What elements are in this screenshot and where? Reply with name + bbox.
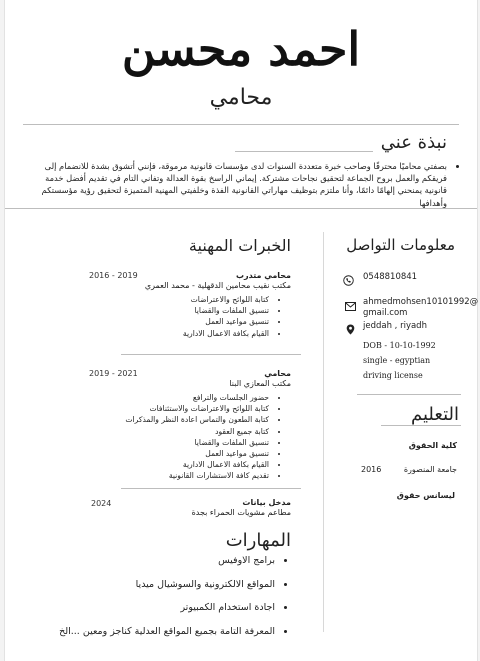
divider bbox=[121, 354, 301, 355]
email-icon bbox=[345, 296, 355, 306]
duty-item: • تنسيق مواعيد العمل bbox=[51, 448, 269, 459]
candidate-name: احمد محسن bbox=[121, 22, 361, 76]
location: jeddah , riyadh bbox=[363, 321, 427, 331]
personal-info bbox=[363, 338, 436, 383]
job-org: مكتب نقيب محامين الدقهلية - محمد العمري bbox=[144, 281, 291, 290]
duty-item: • كتابة اللوائح والاعتراضات والاستئنافات bbox=[51, 403, 269, 414]
duty-item: • تقديم كافة الاستشارات القانونية bbox=[51, 470, 269, 481]
email-line-2: gmail.com bbox=[363, 308, 408, 318]
job-duties bbox=[81, 294, 291, 339]
about-text: • بصفتي محاميًا محترفًا وصاحب خبرة متعددة السنوات لدى مؤسسات قانونية مرموقة، فإنني أتشوق بشدة للانضمام إلى فريقكم والعمل بروح الجماعة لتحقيق نجاحات مشتركة. إيماني الراسخ بقوة العدالة وتفاني التام في تقديم أفضل خدمة قانونية يمنحني إلهامًا دائمًا، وأنا ملتزم بتوظيف مهاراتي القانونية الفذة وخلفيتي المهنية المتميزة لتحقيق رؤية مؤسستكم وأهدافها bbox=[27, 160, 447, 209]
job-dates: 2024 bbox=[91, 499, 112, 508]
resume-page bbox=[4, 0, 478, 661]
job-dates: 2019 - 2021 bbox=[89, 369, 138, 378]
divider bbox=[5, 208, 477, 209]
job-2 bbox=[51, 369, 291, 482]
divider bbox=[121, 488, 301, 489]
email-address bbox=[363, 297, 478, 319]
job-1 bbox=[81, 271, 291, 339]
about-underline bbox=[235, 151, 373, 152]
degree: ليسانس حقوق bbox=[396, 491, 455, 500]
skill-item: • المعرفة التامة بجميع المواقع العدلية كناجز ومعين ...الخ bbox=[59, 620, 275, 644]
duty-item: • كتابة جميع العقود bbox=[51, 426, 269, 437]
driving-license: driving license bbox=[363, 371, 423, 380]
job-3 bbox=[81, 498, 291, 517]
duty-item: • تنسيق الملفات والقضايا bbox=[81, 305, 269, 316]
marital-nationality: single - egyptian bbox=[363, 356, 431, 365]
education-heading: التعليم bbox=[411, 404, 459, 425]
phone-number: 0548810841 bbox=[363, 272, 418, 282]
skill-item: • برامج الاوفيس bbox=[59, 549, 275, 573]
duty-item: • كتابة الطعون والتماس اعادة النظر والمذكرات bbox=[51, 414, 269, 425]
job-role: محامي bbox=[264, 369, 291, 378]
phone-icon bbox=[343, 271, 353, 281]
location-pin-icon bbox=[346, 320, 356, 330]
duty-item: • كتابة اللوائح والاعتراضات bbox=[81, 294, 269, 305]
about-heading: نبذة عني bbox=[380, 132, 447, 153]
about-section bbox=[27, 160, 459, 209]
skill-item: • اجادة استخدام الكمبيوتر bbox=[59, 596, 275, 620]
column-divider bbox=[323, 232, 324, 632]
education-underline bbox=[381, 425, 461, 426]
experience-heading: الخبرات المهنية bbox=[188, 236, 291, 255]
duty-item: • تنسيق مواعيد العمل bbox=[81, 316, 269, 327]
skill-item: • المواقع الالكترونية والسوشيال ميديا bbox=[59, 573, 275, 597]
job-duties bbox=[51, 392, 291, 482]
contact-heading: معلومات التواصل bbox=[346, 236, 455, 254]
job-org: مطاعم مشويات الحمراء بجدة bbox=[191, 508, 291, 517]
email-line-1: ahmedmohsen10101992@ bbox=[363, 297, 479, 307]
skills-heading: المهارات bbox=[225, 530, 291, 551]
job-org: مكتب المعازي البنا bbox=[229, 379, 291, 388]
duty-item: • تنسيق الملفات والقضايا bbox=[51, 437, 269, 448]
graduation-year: 2016 bbox=[361, 465, 382, 474]
duty-item: • القيام بكافة الاعمال الادارية bbox=[81, 328, 269, 339]
divider bbox=[357, 394, 461, 395]
job-role: مدخل بيانات bbox=[242, 498, 291, 507]
duty-item: • حضور الجلسات والترافع bbox=[51, 392, 269, 403]
job-title: محامي bbox=[209, 85, 273, 110]
university: جامعة المنصورة bbox=[403, 465, 457, 474]
divider bbox=[23, 124, 459, 125]
faculty: كلية الحقوق bbox=[408, 441, 457, 450]
job-dates: 2016 - 2019 bbox=[89, 271, 138, 280]
duty-item: • القيام بكافة الاعمال الادارية bbox=[51, 459, 269, 470]
skills-list bbox=[59, 549, 291, 643]
job-role: محامي متدرب bbox=[235, 271, 291, 280]
date-of-birth: DOB - 10-10-1992 bbox=[363, 341, 436, 350]
